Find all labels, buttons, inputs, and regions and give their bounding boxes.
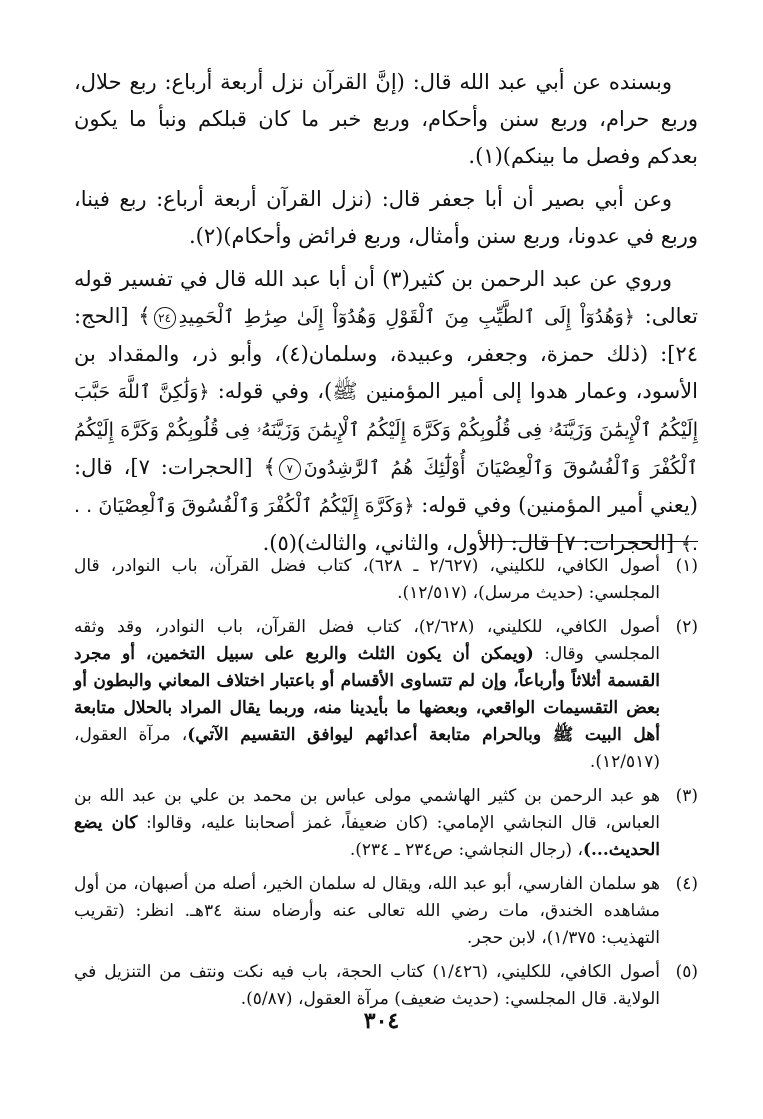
paragraph-3-continued: ﴾ [الحجرات: ٧]، قال: (يعني أمير المؤمنين) وفي قوله: xyxy=(74,455,698,517)
footnote-number: (٣) xyxy=(675,786,698,806)
footnotes xyxy=(74,553,698,1020)
footnote-number: (٢) xyxy=(675,617,698,637)
footnote-text: أصول الكافي، للكليني، (١/٤٢٦) كتاب الحجة، باب فيه نكت ونتف من التنزيل في الولاية. قال المجلسي: (حديث ضعيف) مرآة العقول، (٥/٨٧). xyxy=(74,962,660,1009)
footnote-4 xyxy=(74,871,698,952)
footnote-3 xyxy=(74,783,698,864)
footnote-source: ، (رجال النجاشي: ص٢٣٤ ـ ٢٣٤). xyxy=(349,840,583,860)
footnote-quote: (ويمكن أن يكون الثلث والربع على سبيل التخمين، أو مجرد القسمة أثلاثاً وأرباعاً، وإن لم تتساوى الأقسام أو باعتبار اختلاف المعاني والبطون أو بعض التقسيمات الواقعي، وبعضها ما بأيدينا منه، وربما يقال المراد بالحلال متابعة أهل البيت ﷺ وبالحرام متابعة أعدائهم ليوافق التقسيم الآتي) xyxy=(74,644,660,745)
paragraph-3-intro: وروي عن عبد الرحمن بن كثير(٣) أن أبا عبد الله قال في تفسير قوله تعالى: xyxy=(74,267,698,328)
main-text xyxy=(74,64,698,569)
footnote-text: أصول الكافي، للكليني، (٢/٦٢٨)، كتاب فضل القرآن، باب النوادر، وقد وثقه المجلسي وقال: xyxy=(74,617,661,664)
ayah-number-7: ٧ xyxy=(279,458,301,480)
paragraph-3-middle: ﴾ [الحج: ٢٤]: (ذلك حمزة، وجعفر، وعبيدة، وسلمان(٤)، وأبو ذر، والمقداد بن الأسود، وعمار هدوا إلى أمير المؤمنين ﷺ)، وفي قوله: xyxy=(74,304,698,403)
paragraph-1: وبسنده عن أبي عبد الله قال: (إنَّ القرآن نزل أربعة أرباع: ربع حلال، وربع حرام، وربع سنن وأحكام، وربع خبر ما كان قبلكم ونبأ ما يكون بعدكم وفصل ما بينكم)(١). xyxy=(74,70,698,168)
page-number: ٣٠٤ xyxy=(363,1008,400,1034)
quran-verse-hujurat: ﴿وَلَٰكِنَّ ٱللَّهَ حَبَّبَ إِلَيْكُمُ ٱلْإِيمَٰنَ وَزَيَّنَهُۥ فِى قُلُوبِكُمْ وَكَرَّهَ إِلَيْكُمُ ٱلْإِيمَٰنَ وَزَيَّنَهُۥ فِى قُلُوبِكُمْ وَكَرَّهَ إِلَيْكُمُ ٱلْكُفْرَ وَٱلْفُسُوقَ وَٱلْعِصْيَانَ أُوْلَٰٓئِكَ هُمُ ٱلرَّٰشِدُونَ xyxy=(74,381,699,479)
footnote-1 xyxy=(74,553,698,607)
body-text xyxy=(74,64,698,563)
footnote-text: هو عبد الرحمن بن كثير الهاشمي مولى عباس بن محمد بن علي بن عبد الله بن العباس، قال النجاشي الإمامي: (كان ضعيفاً، غمز أصحابنا عليه، وقالوا: xyxy=(74,786,661,833)
footnote-2 xyxy=(74,614,698,776)
footnote-number: (٤) xyxy=(675,874,698,894)
footnote-text: أصول الكافي، للكليني، (٢/٦٢٧ ـ ٦٢٨)، كتاب فضل القرآن، باب النوادر، قال المجلسي: (حديث مرسل)، (١٢/٥١٧). xyxy=(74,556,660,603)
ayah-number-24: ٢٤ xyxy=(154,307,176,329)
footnote-quote: كان يضع الحديث...) xyxy=(74,813,660,860)
paragraph-2: وعن أبي بصير أن أبا جعفر قال: (نزل القرآن أربعة أرباع: ربع فينا، وربع في عدونا، وربع سنن وأمثال، وربع فرائض وأحكام)(٢). xyxy=(74,187,698,248)
footnote-number: (١) xyxy=(675,556,698,576)
footnote-text: هو سلمان الفارسي، أبو عبد الله، ويقال له سلمان الخير، أصله من أصبهان، من أول مشاهده الخندق، مات رضي الله تعالى عنه وأرضاه سنة ٣٤هـ. انظر: (تقريب التهذيب: ١/٣٧٥)، لابن حجر. xyxy=(74,874,660,948)
quran-verse-excerpt: ﴿وَكَرَّهَ إِلَيْكُمُ ٱلْكُفْرَ وَٱلْفُسُوقَ وَٱلْعِصْيَانَ . . .﴾ xyxy=(74,495,698,555)
quran-verse-hajj: ﴿وَهُدُوٓاْ إِلَى ٱلطَّيِّبِ مِنَ ٱلْقَوْلِ وَهُدُوٓاْ إِلَىٰ صِرَٰطِ ٱلْحَمِيدِ xyxy=(178,306,635,328)
footnote-source: ، مرآة العقول، (١٢/٥١٧). xyxy=(74,725,660,772)
paragraph-3 xyxy=(74,261,698,563)
footnote-5 xyxy=(74,959,698,1013)
footnote-divider xyxy=(480,541,698,542)
paragraph-3-end: [الحجرات: ٧] قال: (الأول، والثاني، والثالث)(٥). xyxy=(262,531,675,555)
footnote-number: (٥) xyxy=(675,962,698,982)
